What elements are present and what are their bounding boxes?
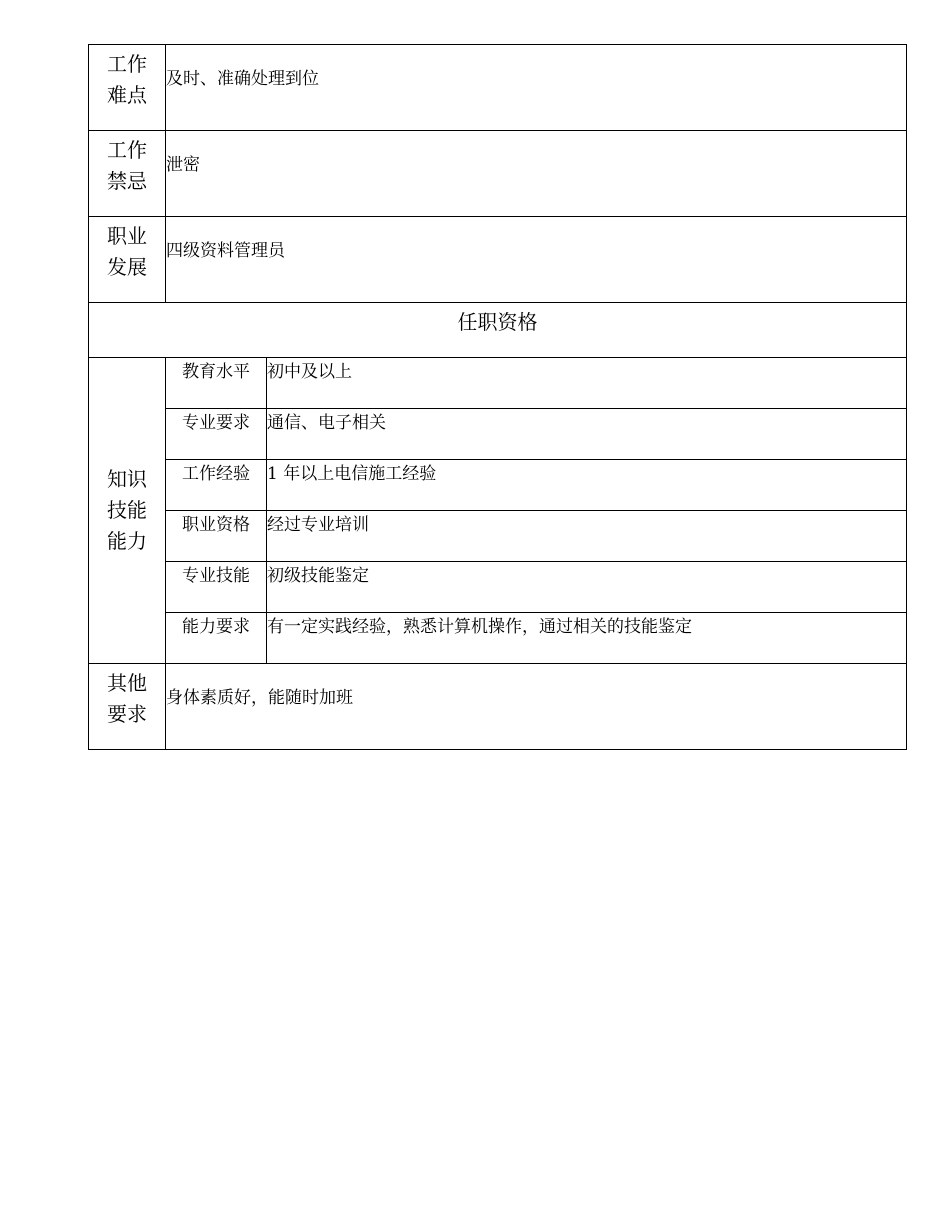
- row-career: [89, 217, 907, 303]
- knowledge-label-line3: 能力: [107, 529, 147, 553]
- knowledge-label-line2: 技能: [107, 498, 147, 522]
- table-row: [89, 613, 907, 664]
- certification-value: 经过专业培训: [267, 511, 907, 562]
- row-qualification-header: [89, 303, 907, 358]
- major-label: 专业要求: [166, 409, 267, 460]
- row-difficulty: [89, 45, 907, 131]
- table-row: [89, 562, 907, 613]
- taboo-label: [89, 131, 166, 217]
- ability-label: 能力要求: [166, 613, 267, 664]
- job-description-table: [88, 44, 907, 750]
- taboo-label-line1: 工作: [107, 138, 147, 162]
- knowledge-label: [89, 358, 166, 664]
- table-row: [89, 511, 907, 562]
- difficulty-label-line1: 工作: [107, 52, 147, 76]
- career-label-line1: 职业: [107, 224, 147, 248]
- taboo-label-line2: 禁忌: [107, 169, 147, 193]
- education-value: 初中及以上: [267, 358, 907, 409]
- experience-value: 1 年以上电信施工经验: [267, 460, 907, 511]
- difficulty-value: 及时、准确处理到位: [166, 45, 907, 131]
- difficulty-label-line2: 难点: [107, 83, 147, 107]
- other-label-line2: 要求: [107, 702, 147, 726]
- certification-label: 职业资格: [166, 511, 267, 562]
- difficulty-label: [89, 45, 166, 131]
- qualification-header: 任职资格: [89, 303, 907, 358]
- skill-value: 初级技能鉴定: [267, 562, 907, 613]
- table-row: [89, 358, 907, 409]
- other-value: 身体素质好，能随时加班: [166, 664, 907, 750]
- row-other-requirements: [89, 664, 907, 750]
- table-row: [89, 409, 907, 460]
- row-taboo: [89, 131, 907, 217]
- skill-label: 专业技能: [166, 562, 267, 613]
- experience-label: 工作经验: [166, 460, 267, 511]
- knowledge-label-line1: 知识: [107, 467, 147, 491]
- other-label-line1: 其他: [107, 671, 147, 695]
- education-label: 教育水平: [166, 358, 267, 409]
- taboo-value: 泄密: [166, 131, 907, 217]
- ability-value: 有一定实践经验，熟悉计算机操作，通过相关的技能鉴定: [267, 613, 907, 664]
- career-label-line2: 发展: [107, 255, 147, 279]
- career-value: 四级资料管理员: [166, 217, 907, 303]
- career-label: [89, 217, 166, 303]
- major-value: 通信、电子相关: [267, 409, 907, 460]
- table-row: [89, 460, 907, 511]
- other-label: [89, 664, 166, 750]
